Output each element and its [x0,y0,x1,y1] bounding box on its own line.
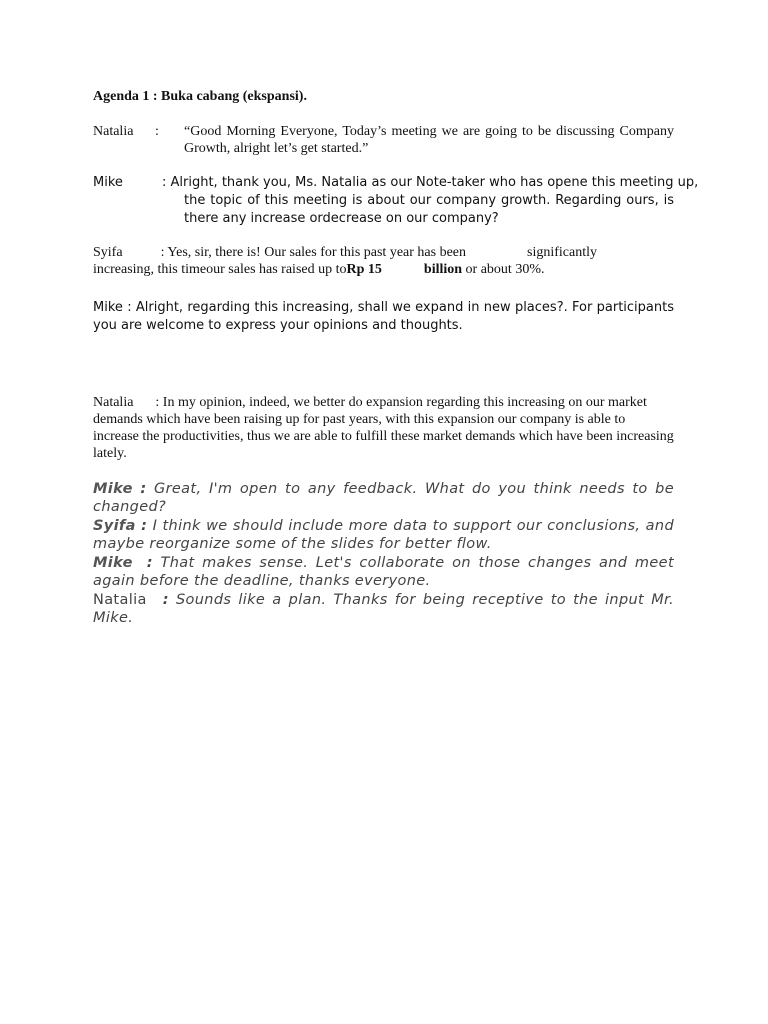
dialogue-text: Sounds like a plan. Thanks for being receptive to the input Mr. Mike. [93,592,674,626]
speaker-name: Mike [93,481,133,497]
paragraph-line-1 [93,244,597,261]
dialogue-text: That makes sense. Let's collaborate on those changes and meet again before the deadline, thanks everyone. [93,555,674,589]
speaker-name: Mike [93,555,133,571]
dialogue-line-natalia [93,591,674,627]
paragraph-mike-expand: Mike : Alright, regarding this increasing, shall we expand in new places?. For participants you are welcome to express your opinions and thoughts. [93,300,674,333]
dialogue-line-syifa [93,517,674,553]
sales-amount-unit: billion [423,262,463,277]
paragraph-first-line: : Alright, thank you, Ms. Natalia as our Note-taker who has opene this meeting up, [162,175,699,190]
paragraph-text: “Good Morning Everyone, Today’s meeting we are going to be discussing Company Growth, alright let’s get started.” [184,124,674,156]
dialogue-text: Great, I'm open to any feedback. What do you think needs to be changed? [93,481,675,515]
line-text-end: significantly [527,245,597,260]
paragraph-text: the topic of this meeting is about our company growth. Regarding ours, is there any increase ordecrease on our company? [184,193,674,226]
speaker-colon: : [140,481,147,497]
speaker-colon: : [155,124,159,139]
agenda-title: Agenda 1 : Buka cabang (ekspansi). [93,89,307,104]
dialogue-line-mike-2 [93,554,674,590]
speaker-name: Mike [93,175,123,190]
speaker-name: Syifa [93,518,136,534]
speaker-colon: : [141,518,148,534]
line-text: : Yes, sir, there is! Our sales for this past year has been [160,245,466,260]
dialogue-line-mike-1 [93,480,674,516]
speaker-name: Natalia [93,124,134,139]
paragraph-line-2 [93,261,544,278]
line-text: increasing, this timeour sales has raised up to [93,262,347,277]
line-text-end: or about 30%. [465,262,545,277]
dialogue-text: I think we should include more data to support our conclusions, and maybe reorganize some of the slides for better flow. [93,518,675,552]
speaker-colon: : [162,592,169,608]
speaker-name: Natalia [93,592,147,608]
speaker-colon: : [146,555,153,571]
speaker-name: Syifa [93,245,123,260]
paragraph-text: : In my opinion, indeed, we better do expansion regarding this increasing on our market demands which have been raising up for past years, with this expansion our company is able to increase the productivities, thus we are able to fulfill these market demands which have been increasing lately. [93,395,674,461]
sales-amount: Rp 15 [346,262,382,277]
paragraph-natalia-opinion [93,394,674,462]
speaker-name: Natalia [93,395,134,410]
